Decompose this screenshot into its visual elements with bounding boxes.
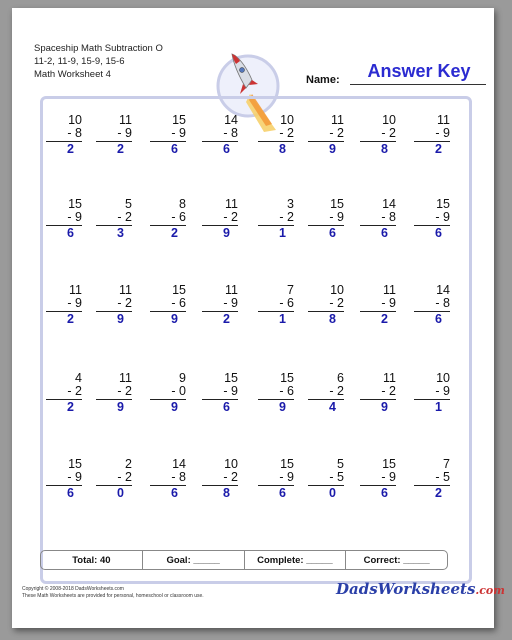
- answer-rule: [258, 485, 294, 486]
- minuend: 14: [382, 197, 396, 211]
- minuend: 7: [443, 457, 450, 471]
- minuend: 8: [179, 197, 186, 211]
- answer-rule: [308, 141, 344, 142]
- subtraction-problem: [304, 458, 344, 500]
- minuend: 11: [383, 283, 396, 297]
- minuend: 11: [119, 283, 132, 297]
- subtraction-problem: [92, 284, 132, 326]
- subtrahend: - 9: [67, 470, 82, 484]
- name-label: Name:: [306, 74, 340, 86]
- answer: 2: [435, 486, 442, 500]
- minuend: 9: [179, 371, 186, 385]
- answer-rule: [202, 311, 238, 312]
- answer: 4: [329, 400, 336, 414]
- subtraction-problem: [356, 458, 396, 500]
- answer: 2: [67, 400, 74, 414]
- subtraction-problem: [410, 198, 450, 240]
- answer-rule: [258, 141, 294, 142]
- subtraction-problem: [304, 372, 344, 414]
- answer-rule: [258, 225, 294, 226]
- minuend: 15: [280, 371, 294, 385]
- answer-rule: [202, 399, 238, 400]
- answer: 2: [171, 226, 178, 240]
- answer-rule: [360, 141, 396, 142]
- answer: 3: [117, 226, 124, 240]
- answer: 2: [223, 312, 230, 326]
- subtraction-problem: [254, 284, 294, 326]
- subtraction-problem: [254, 458, 294, 500]
- minuend: 15: [280, 457, 294, 471]
- subtraction-problem: [356, 114, 396, 156]
- subtrahend: - 9: [329, 210, 344, 224]
- subtraction-problem: [356, 372, 396, 414]
- answer: 6: [67, 486, 74, 500]
- answer: 6: [67, 226, 74, 240]
- answer-rule: [308, 225, 344, 226]
- subtraction-problem: [254, 198, 294, 240]
- minuend: 15: [330, 197, 344, 211]
- minuend: 4: [75, 371, 82, 385]
- minuend: 10: [436, 371, 450, 385]
- subtraction-problem: [42, 284, 82, 326]
- answer-rule: [46, 399, 82, 400]
- total-cell: Total: 40: [41, 551, 143, 569]
- subtrahend: - 2: [117, 210, 132, 224]
- answer: 2: [117, 142, 124, 156]
- answer: 0: [329, 486, 336, 500]
- subtrahend: - 2: [329, 384, 344, 398]
- answer-rule: [202, 485, 238, 486]
- answer: 6: [171, 486, 178, 500]
- answer: 6: [435, 312, 442, 326]
- name-field: [306, 62, 496, 86]
- subtrahend: - 9: [435, 210, 450, 224]
- subtrahend: - 8: [67, 126, 82, 140]
- minuend: 7: [287, 283, 294, 297]
- answer-rule: [96, 141, 132, 142]
- subtraction-problem: [146, 284, 186, 326]
- subtrahend: - 0: [171, 384, 186, 398]
- subtraction-problem: [42, 458, 82, 500]
- correct-cell: Correct: _____: [363, 554, 430, 566]
- answer: 8: [223, 486, 230, 500]
- minuend: 15: [172, 113, 186, 127]
- subtraction-problem: [410, 458, 450, 500]
- minuend: 2: [125, 457, 132, 471]
- answer-rule: [414, 399, 450, 400]
- subtrahend: - 2: [67, 384, 82, 398]
- worksheet-facts: 11-2, 11-9, 15-9, 15-6: [34, 56, 125, 67]
- subtraction-problem: [304, 284, 344, 326]
- subtrahend: - 9: [381, 470, 396, 484]
- answer-rule: [96, 399, 132, 400]
- subtraction-problem: [146, 114, 186, 156]
- subtraction-problem: [254, 114, 294, 156]
- minuend: 11: [437, 113, 450, 127]
- minuend: 11: [69, 283, 82, 297]
- minuend: 5: [125, 197, 132, 211]
- minuend: 11: [383, 371, 396, 385]
- minuend: 6: [337, 371, 344, 385]
- subtrahend: - 6: [279, 296, 294, 310]
- answer: 9: [117, 400, 124, 414]
- answer: 2: [435, 142, 442, 156]
- subtrahend: - 2: [329, 296, 344, 310]
- subtrahend: - 9: [223, 384, 238, 398]
- answer: 1: [435, 400, 442, 414]
- answer: 9: [329, 142, 336, 156]
- subtrahend: - 9: [435, 384, 450, 398]
- answer-rule: [360, 311, 396, 312]
- subtrahend: - 8: [381, 210, 396, 224]
- answer-rule: [150, 225, 186, 226]
- subtraction-problem: [198, 114, 238, 156]
- answer-rule: [258, 311, 294, 312]
- subtrahend: - 2: [223, 470, 238, 484]
- subtraction-problem: [42, 198, 82, 240]
- subtraction-problem: [410, 114, 450, 156]
- subtraction-problem: [356, 198, 396, 240]
- answer: 9: [117, 312, 124, 326]
- subtraction-problem: [146, 198, 186, 240]
- dadsworksheets-logo: [336, 580, 505, 602]
- worksheet-title: Spaceship Math Subtraction O: [34, 43, 163, 54]
- minuend: 11: [225, 197, 238, 211]
- minuend: 10: [224, 457, 238, 471]
- answer-rule: [360, 399, 396, 400]
- answer: 8: [329, 312, 336, 326]
- subtrahend: - 8: [435, 296, 450, 310]
- goal-cell: Goal: _____: [143, 551, 245, 569]
- subtraction-problem: [254, 372, 294, 414]
- subtrahend: - 5: [329, 470, 344, 484]
- answer: 2: [67, 142, 74, 156]
- minuend: 10: [330, 283, 344, 297]
- answer: 6: [329, 226, 336, 240]
- subtrahend: - 6: [171, 210, 186, 224]
- subtrahend: - 9: [381, 296, 396, 310]
- subtrahend: - 2: [381, 126, 396, 140]
- answer-rule: [308, 485, 344, 486]
- subtrahend: - 2: [279, 126, 294, 140]
- answer-rule: [46, 485, 82, 486]
- subtrahend: - 6: [279, 384, 294, 398]
- minuend: 15: [382, 457, 396, 471]
- subtrahend: - 2: [117, 384, 132, 398]
- subtrahend: - 5: [435, 470, 450, 484]
- subtrahend: - 2: [279, 210, 294, 224]
- minuend: 15: [224, 371, 238, 385]
- subtrahend: - 9: [223, 296, 238, 310]
- subtraction-problem: [92, 198, 132, 240]
- complete-cell: Complete: _____: [245, 551, 347, 569]
- answer: 2: [67, 312, 74, 326]
- minuend: 11: [119, 371, 132, 385]
- answer: 6: [381, 226, 388, 240]
- answer-rule: [414, 485, 450, 486]
- subtrahend: - 2: [329, 126, 344, 140]
- minuend: 3: [287, 197, 294, 211]
- subtraction-problem: [410, 284, 450, 326]
- answer: 6: [279, 486, 286, 500]
- score-footer: [40, 550, 448, 570]
- answer: 9: [381, 400, 388, 414]
- minuend: 11: [331, 113, 344, 127]
- answer-rule: [46, 311, 82, 312]
- answer-rule: [414, 225, 450, 226]
- copyright-notice: [22, 586, 204, 600]
- logo-suffix: .com: [475, 584, 505, 597]
- answer: 0: [117, 486, 124, 500]
- subtrahend: - 9: [435, 126, 450, 140]
- minuend: 15: [68, 457, 82, 471]
- answer-rule: [414, 141, 450, 142]
- subtrahend: - 2: [223, 210, 238, 224]
- name-underline: [350, 84, 486, 85]
- answer-rule: [150, 399, 186, 400]
- subtrahend: - 2: [117, 296, 132, 310]
- answer: 9: [223, 226, 230, 240]
- subtraction-problem: [198, 198, 238, 240]
- answer-rule: [96, 485, 132, 486]
- worksheet-header: [34, 42, 163, 81]
- answer-rule: [202, 141, 238, 142]
- answer-rule: [360, 225, 396, 226]
- answer-rule: [414, 311, 450, 312]
- subtraction-problem: [198, 458, 238, 500]
- subtraction-problem: [410, 372, 450, 414]
- worksheet-subtitle: Math Worksheet 4: [34, 69, 111, 80]
- minuend: 11: [225, 283, 238, 297]
- answer-rule: [96, 225, 132, 226]
- answer-rule: [96, 311, 132, 312]
- subtrahend: - 2: [117, 470, 132, 484]
- answer-rule: [258, 399, 294, 400]
- subtraction-problem: [304, 114, 344, 156]
- answer: 6: [171, 142, 178, 156]
- answer: 8: [279, 142, 286, 156]
- minuend: 10: [68, 113, 82, 127]
- minuend: 10: [382, 113, 396, 127]
- subtrahend: - 9: [117, 126, 132, 140]
- subtraction-problem: [92, 458, 132, 500]
- answer: 1: [279, 312, 286, 326]
- answer: 9: [279, 400, 286, 414]
- answer-rule: [150, 141, 186, 142]
- answer-rule: [360, 485, 396, 486]
- answer-rule: [46, 225, 82, 226]
- minuend: 15: [436, 197, 450, 211]
- subtraction-problem: [42, 372, 82, 414]
- minuend: 15: [172, 283, 186, 297]
- subtrahend: - 8: [223, 126, 238, 140]
- minuend: 10: [280, 113, 294, 127]
- answer: 1: [279, 226, 286, 240]
- answer: 6: [223, 142, 230, 156]
- answer-rule: [46, 141, 82, 142]
- subtrahend: - 9: [67, 210, 82, 224]
- subtraction-problem: [304, 198, 344, 240]
- subtraction-problem: [92, 372, 132, 414]
- answer: 6: [223, 400, 230, 414]
- answer-rule: [308, 399, 344, 400]
- subtrahend: - 9: [279, 470, 294, 484]
- answer: 2: [381, 312, 388, 326]
- subtrahend: - 9: [67, 296, 82, 310]
- problems-grid: [36, 104, 456, 534]
- subtraction-problem: [198, 284, 238, 326]
- answer-rule: [308, 311, 344, 312]
- answer-rule: [202, 225, 238, 226]
- answer: 9: [171, 312, 178, 326]
- minuend: 5: [337, 457, 344, 471]
- logo-text: DadsWorksheets: [336, 580, 476, 598]
- subtraction-problem: [92, 114, 132, 156]
- copyright-line-1: Copyright © 2008-2018 DadsWorksheets.com: [22, 586, 124, 592]
- copyright-line-2: These Math Worksheets are provided for personal, homeschool or classroom use.: [22, 593, 204, 599]
- subtrahend: - 2: [381, 384, 396, 398]
- subtraction-problem: [146, 372, 186, 414]
- subtrahend: - 9: [171, 126, 186, 140]
- answer: 6: [435, 226, 442, 240]
- answer: 8: [381, 142, 388, 156]
- subtrahend: - 6: [171, 296, 186, 310]
- answer: 9: [171, 400, 178, 414]
- subtraction-problem: [198, 372, 238, 414]
- answer-rule: [150, 485, 186, 486]
- answer: 6: [381, 486, 388, 500]
- subtraction-problem: [146, 458, 186, 500]
- minuend: 14: [224, 113, 238, 127]
- subtraction-problem: [42, 114, 82, 156]
- minuend: 11: [119, 113, 132, 127]
- minuend: 14: [172, 457, 186, 471]
- answer-key-label: Answer Key: [367, 61, 471, 81]
- minuend: 14: [436, 283, 450, 297]
- minuend: 15: [68, 197, 82, 211]
- subtrahend: - 8: [171, 470, 186, 484]
- answer-rule: [150, 311, 186, 312]
- subtraction-problem: [356, 284, 396, 326]
